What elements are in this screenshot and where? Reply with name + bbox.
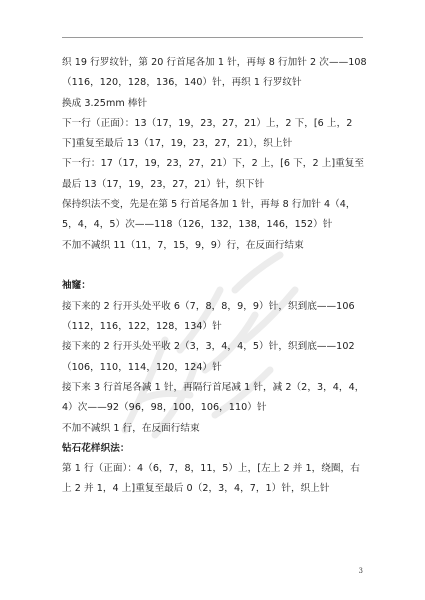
text-line: 织 19 行罗纹针，第 20 行首尾各加 1 针，再每 8 行加针 2 次——108	[62, 57, 367, 68]
section-heading-armhole: 袖窿：	[62, 280, 91, 292]
section-heading-diamond: 钻石花样织法：	[62, 442, 130, 454]
text-line: 接下来 3 行首尾各减 1 针，再隔行首尾减 1 针，减 2（2，3，4，4，	[62, 381, 365, 393]
document-body	[62, 53, 367, 500]
text-line: 保持织法不变，先是在第 5 行首尾各加 1 针，再每 8 行加针 4（4，	[62, 199, 356, 211]
text-line: 4）次——92（96，98，100，106，110）针	[62, 402, 267, 414]
text-line: 下]重复至最后 13（17，19，23，27，21），织上针	[62, 138, 293, 150]
text-line: 接下来的 2 行开头处平收 2（3，3，4，4，5）针，织到底——102	[62, 341, 355, 353]
text-line: （116，120，128，136，140）针，再织 1 行罗纹针	[62, 77, 302, 89]
text-line: （106，110，114，120，124）针	[62, 361, 222, 373]
text-line: 下一行：17（17，19，23，27，21）下，2 上，[6 下，2 上]重复至	[62, 158, 365, 170]
text-line: 接下来的 2 行开头处平收 6（7，8，8，9，9）针，织到底——106	[62, 300, 355, 312]
text-line: 5，4，4，5）次——118（126，132，138，146，152）针	[62, 219, 333, 231]
paragraph-gap	[62, 256, 367, 277]
text-line: （112，116，122，128，134）针	[62, 321, 222, 333]
text-line: 第 1 行（正面）：4（6，7，8，11，5）上，[左上 2 并 1，绕圈，右	[62, 463, 360, 475]
text-line: 换成 3.25mm 棒针	[62, 97, 148, 109]
page-number: 3	[358, 567, 363, 575]
text-line: 不加不减织 1 行，在反面行结束	[62, 422, 200, 434]
text-line: 下一行（正面）：13（17，19，23，27，21）上，2 下，[6 上，2	[62, 117, 353, 129]
text-line: 最后 13（17，19，23，27，21）针，织下针	[62, 178, 265, 190]
text-line: 上 2 并 1，4 上]重复至最后 0（2，3，4，7，1）针，织上针	[62, 483, 330, 495]
header-rule	[62, 37, 363, 38]
text-line: 不加不减织 11（11，7，15，9，9）行，在反面行结束	[62, 239, 304, 251]
